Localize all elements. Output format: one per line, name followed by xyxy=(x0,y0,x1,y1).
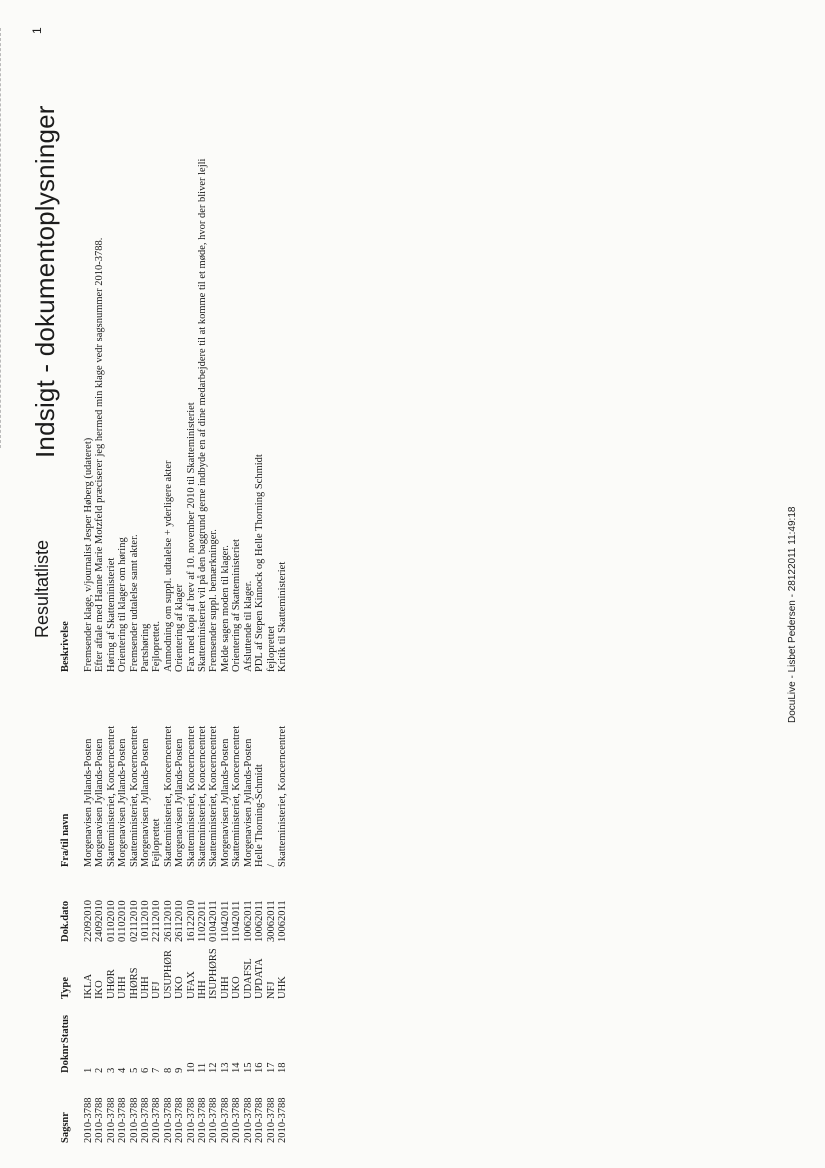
cell-beskrivelse: PDL af Stepen Kinnock og Helle Thorning Schmidt xyxy=(254,454,266,672)
cell-sagsnr: 2010-3788 xyxy=(128,1097,140,1143)
cell-dokdato: 01042011 xyxy=(208,900,220,942)
cell-beskrivelse: Fremsender suppl. bemærkninger. xyxy=(208,529,220,672)
cell-beskrivelse: Afsluttende til klager. xyxy=(242,580,254,672)
cell-type: UKO xyxy=(231,976,243,999)
table-row xyxy=(94,159,105,1143)
cell-sagsnr: 2010-3788 xyxy=(105,1097,117,1143)
cell-status xyxy=(94,999,105,1043)
cell-doknr: 3 xyxy=(105,1067,117,1073)
cell-doknr: 4 xyxy=(117,1067,129,1073)
cell-status xyxy=(208,999,219,1043)
cell-status xyxy=(243,999,254,1043)
cell-dokdato: 16122010 xyxy=(185,900,197,942)
cell-sagsnr: 2010-3788 xyxy=(83,1097,94,1143)
cell-fra-til: Skatteministeriet, Koncerncentret xyxy=(276,725,288,867)
cell-fra-til: Morgenavisen Jyllands-Posten xyxy=(94,738,106,867)
cell-status xyxy=(83,999,94,1043)
cell-doknr: 12 xyxy=(208,1062,220,1073)
cell-status xyxy=(129,999,140,1043)
cell-doknr: 17 xyxy=(265,1062,277,1073)
cell-beskrivelse: Fejloprettet. xyxy=(151,620,163,672)
cell-type: IKLA xyxy=(83,973,94,999)
cell-beskrivelse: Fax med kopi af brev af 10. november 2010 til Skatteministeriet xyxy=(185,402,197,672)
table-row xyxy=(277,159,288,1143)
page-subtitle: Resultatliste xyxy=(32,539,52,638)
cell-sagsnr: 2010-3788 xyxy=(94,1097,106,1143)
cell-doknr: 16 xyxy=(254,1062,266,1073)
cell-dokdato: 24092010 xyxy=(94,900,106,942)
cell-fra-til: Helle Thorning-Schmidt xyxy=(254,764,266,867)
cell-sagsnr: 2010-3788 xyxy=(197,1097,209,1143)
cell-type: ISUPHØRS xyxy=(208,948,220,999)
cell-type: UPDATA xyxy=(254,958,266,999)
cell-dokdato: 10062011 xyxy=(254,900,266,942)
cell-type: USUPHØR xyxy=(162,949,174,999)
footer-text: DocuLive - Lisbet Pedersen - 28122011 11:49:18 xyxy=(787,506,798,723)
table-row xyxy=(174,159,185,1143)
cell-doknr: 1 xyxy=(83,1067,94,1073)
cell-type: UDAFSL xyxy=(242,958,254,999)
cell-dokdato: 22112010 xyxy=(151,900,163,942)
result-table xyxy=(60,159,288,1143)
cell-doknr: 5 xyxy=(128,1067,140,1073)
cell-dokdato: 01102010 xyxy=(105,900,117,942)
table-row xyxy=(243,159,254,1143)
cell-beskrivelse: Partshøring xyxy=(140,623,152,672)
cell-sagsnr: 2010-3788 xyxy=(242,1097,254,1143)
cell-doknr: 11 xyxy=(197,1062,209,1073)
cell-beskrivelse: Fremsender udtalelse samt akter. xyxy=(128,534,140,672)
col-beskrivelse: Beskrivelse xyxy=(60,621,71,672)
table-header-row xyxy=(60,159,83,1143)
table-row xyxy=(208,159,219,1143)
cell-status xyxy=(106,999,117,1043)
cell-beskrivelse: Anmodning om suppl. udtalelse + yderligere akter xyxy=(162,460,174,672)
scan-artifact-line xyxy=(0,28,1,448)
cell-type: NFJ xyxy=(265,981,277,999)
cell-doknr: 2 xyxy=(94,1067,106,1073)
cell-doknr: 14 xyxy=(231,1062,243,1073)
cell-type: UHK xyxy=(276,976,288,999)
cell-type: UHH xyxy=(219,976,231,999)
cell-dokdato: 01102010 xyxy=(117,900,129,942)
cell-doknr: 18 xyxy=(276,1062,288,1073)
cell-type: UHH xyxy=(117,976,129,999)
cell-dokdato: 11042011 xyxy=(231,900,243,942)
cell-dokdato: 10112010 xyxy=(140,900,152,942)
cell-dokdato: 26112010 xyxy=(174,900,186,942)
cell-status xyxy=(163,999,174,1043)
cell-type: IHH xyxy=(197,980,209,999)
cell-dokdato: 30062011 xyxy=(265,900,277,942)
cell-doknr: 8 xyxy=(162,1067,174,1073)
cell-beskrivelse: Orientering af Skatteministeriet xyxy=(231,539,243,672)
cell-sagsnr: 2010-3788 xyxy=(208,1097,220,1143)
table-row xyxy=(83,159,94,1143)
cell-sagsnr: 2010-3788 xyxy=(265,1097,277,1143)
table-row xyxy=(117,159,128,1143)
cell-beskrivelse: Melde sagen moden til klager. xyxy=(219,545,231,672)
cell-fra-til: Skatteministeriet, Koncerncentret xyxy=(162,725,174,867)
cell-fra-til: Morgenavisen Jyllands-Posten xyxy=(174,738,186,867)
table-row xyxy=(163,159,174,1143)
table-row xyxy=(186,159,197,1143)
col-fra-til: Fra/til navn xyxy=(60,813,71,867)
page-title: Indsigt - dokumentoplysninger xyxy=(30,105,60,458)
table-row xyxy=(197,159,208,1143)
cell-type: IHØRS xyxy=(128,967,140,999)
cell-fra-til: Morgenavisen Jyllands-Posten xyxy=(117,738,129,867)
cell-type: UFAX xyxy=(185,971,197,999)
cell-sagsnr: 2010-3788 xyxy=(162,1097,174,1143)
cell-fra-til: Morgenavisen Jyllands-Posten xyxy=(219,738,231,867)
cell-sagsnr: 2010-3788 xyxy=(185,1097,197,1143)
cell-status xyxy=(151,999,162,1043)
cell-beskrivelse: Efter aftale med Hanne Marie Motzfeld præciserer jeg hermed min klage vedr sagsnummer 2010-3788. xyxy=(94,237,106,672)
cell-dokdato: 22092010 xyxy=(83,900,94,942)
cell-sagsnr: 2010-3788 xyxy=(117,1097,129,1143)
cell-status xyxy=(254,999,265,1043)
table-row xyxy=(129,159,140,1143)
cell-sagsnr: 2010-3788 xyxy=(276,1097,288,1143)
col-doknr: Doknr xyxy=(60,1043,71,1073)
cell-beskrivelse: Fremsender klage, v/journalist Jesper Høberg (udateret) xyxy=(83,437,94,672)
cell-type: UHØR xyxy=(105,969,117,999)
cell-sagsnr: 2010-3788 xyxy=(151,1097,163,1143)
cell-sagsnr: 2010-3788 xyxy=(231,1097,243,1143)
cell-status xyxy=(266,999,277,1043)
cell-status xyxy=(220,999,231,1043)
cell-beskrivelse: Orientering af klager xyxy=(174,583,186,672)
table-row xyxy=(220,159,231,1143)
cell-beskrivelse: Høring af Skatteministeriet xyxy=(105,557,117,672)
cell-beskrivelse: fejloprettet xyxy=(265,625,277,672)
cell-sagsnr: 2010-3788 xyxy=(174,1097,186,1143)
cell-type: UFJ xyxy=(151,981,163,999)
cell-dokdato: 10062011 xyxy=(242,900,254,942)
cell-fra-til: / xyxy=(265,864,277,867)
col-sagsnr: Sagsnr xyxy=(60,1112,71,1143)
cell-fra-til: Morgenavisen Jyllands-Posten xyxy=(242,738,254,867)
result-table-container xyxy=(60,159,288,1143)
cell-dokdato: 02112010 xyxy=(128,900,140,942)
cell-fra-til: Skatteministeriet, Koncerncentret xyxy=(208,725,220,867)
cell-status xyxy=(231,999,242,1043)
table-row xyxy=(140,159,151,1143)
cell-beskrivelse: Skatteministeriet vil på den baggrund gerne indbyde en af dine medarbejdere til at komme til et møde, hvor der bliver lejli xyxy=(197,158,209,672)
cell-fra-til: Skatteministeriet, Koncerncentret xyxy=(105,725,117,867)
cell-dokdato: 11042011 xyxy=(219,900,231,942)
cell-type: IKO xyxy=(94,980,106,999)
cell-doknr: 6 xyxy=(140,1067,152,1073)
table-row xyxy=(106,159,117,1143)
cell-status xyxy=(140,999,151,1043)
cell-fra-til: Morgenavisen Jyllands-Posten xyxy=(140,738,152,867)
cell-fra-til: Skatteministeriet, Koncerncentret xyxy=(128,725,140,867)
cell-beskrivelse: Orientering til klager om høring xyxy=(117,537,129,672)
cell-status xyxy=(186,999,197,1043)
table-row xyxy=(266,159,277,1143)
cell-beskrivelse: Kritik til Skatteministeriet xyxy=(276,561,288,672)
cell-doknr: 10 xyxy=(185,1062,197,1073)
col-status: Status xyxy=(60,1014,71,1043)
cell-type: UKO xyxy=(174,976,186,999)
cell-sagsnr: 2010-3788 xyxy=(140,1097,152,1143)
table-body xyxy=(83,159,288,1143)
cell-fra-til: Skatteministeriet, Koncerncentret xyxy=(185,725,197,867)
cell-sagsnr: 2010-3788 xyxy=(219,1097,231,1143)
page-number: 1 xyxy=(30,27,44,34)
cell-fra-til: Skatteministeriet, Koncerncentret xyxy=(197,725,209,867)
cell-doknr: 9 xyxy=(174,1067,186,1073)
cell-dokdato: 11022011 xyxy=(197,900,209,942)
cell-status xyxy=(277,999,288,1043)
col-type: Type xyxy=(60,977,71,999)
cell-sagsnr: 2010-3788 xyxy=(254,1097,266,1143)
cell-status xyxy=(174,999,185,1043)
table-row xyxy=(254,159,265,1143)
cell-doknr: 7 xyxy=(151,1067,163,1073)
cell-fra-til: Fejloprettet xyxy=(151,818,163,867)
cell-doknr: 13 xyxy=(219,1062,231,1073)
cell-fra-til: Morgenavisen Jyllands-Posten xyxy=(83,738,94,867)
cell-doknr: 15 xyxy=(242,1062,254,1073)
cell-status xyxy=(117,999,128,1043)
table-row xyxy=(231,159,242,1143)
col-dokdato: Dok.dato xyxy=(60,900,71,942)
cell-type: UHH xyxy=(140,976,152,999)
cell-dokdato: 10062011 xyxy=(276,900,288,942)
cell-status xyxy=(197,999,208,1043)
table-row xyxy=(151,159,162,1143)
footer xyxy=(782,507,800,723)
cell-fra-til: Skatteministeriet, Koncerncentret xyxy=(231,725,243,867)
cell-dokdato: 26112010 xyxy=(162,900,174,942)
